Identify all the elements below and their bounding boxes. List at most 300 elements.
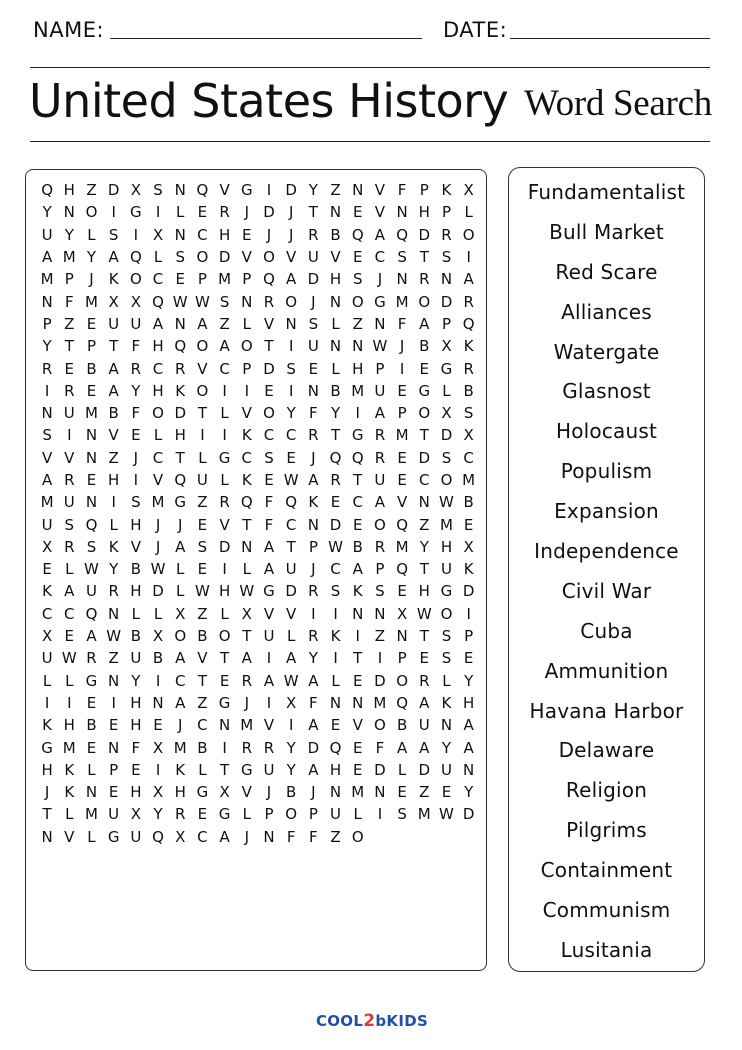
grid-letter: P bbox=[242, 270, 252, 289]
date-label: DATE: bbox=[443, 18, 508, 42]
grid-letter: H bbox=[63, 181, 75, 200]
grid-letter: G bbox=[440, 359, 453, 378]
grid-letter: X bbox=[130, 805, 141, 824]
grid-letter: W bbox=[106, 627, 122, 646]
page-subtitle: Word Search bbox=[524, 83, 712, 124]
grid-letter: A bbox=[175, 693, 186, 712]
grid-letter: N bbox=[352, 181, 364, 200]
grid-letter: U bbox=[263, 760, 275, 779]
grid-letter: R bbox=[374, 448, 386, 467]
grid-letter: G bbox=[174, 493, 187, 512]
grid-letter: N bbox=[329, 337, 342, 356]
grid-letter: Y bbox=[308, 649, 318, 668]
grid-letter: X bbox=[463, 426, 474, 445]
grid-letter: K bbox=[441, 181, 452, 200]
grid-letter: J bbox=[244, 827, 249, 846]
grid-letter: Y bbox=[153, 805, 163, 824]
grid-letter: Q bbox=[351, 225, 364, 244]
grid-letter: P bbox=[397, 404, 407, 423]
grid-letter: E bbox=[197, 805, 208, 824]
grid-letter: C bbox=[197, 827, 208, 846]
grid-letter: I bbox=[111, 203, 116, 222]
grid-letter: K bbox=[108, 270, 119, 289]
grid-letter: E bbox=[175, 270, 185, 289]
grid-letter: N bbox=[396, 270, 408, 289]
grid-letter: U bbox=[307, 248, 319, 267]
grid-letter: A bbox=[374, 493, 386, 512]
grid-letter: A bbox=[152, 314, 164, 333]
logo-text-cool: COOL bbox=[315, 1012, 364, 1030]
grid-letter: D bbox=[263, 203, 275, 222]
grid-letter: S bbox=[286, 359, 296, 378]
grid-letter: W bbox=[283, 471, 299, 489]
grid-letter: W bbox=[328, 537, 343, 556]
grid-letter: F bbox=[286, 827, 296, 846]
grid-letter: A bbox=[175, 649, 186, 668]
grid-letter: A bbox=[308, 760, 319, 779]
grid-letter: Q bbox=[240, 493, 253, 512]
grid-letter: K bbox=[241, 471, 252, 489]
grid-letter: D bbox=[307, 270, 320, 289]
word-list-item: Watergate bbox=[553, 339, 660, 364]
grid-letter: I bbox=[200, 426, 205, 445]
grid-letter: T bbox=[308, 203, 318, 222]
grid-letter: J bbox=[311, 292, 316, 311]
grid-letter: X bbox=[152, 783, 164, 802]
grid-letter: F bbox=[64, 292, 74, 311]
grid-letter: H bbox=[130, 783, 142, 802]
grid-letter: K bbox=[64, 783, 75, 802]
grid-letter: X bbox=[441, 337, 452, 356]
grid-letter: I bbox=[111, 693, 116, 712]
grid-letter: C bbox=[463, 448, 474, 467]
grid-letter: S bbox=[108, 225, 119, 244]
grid-letter: V bbox=[64, 448, 75, 467]
grid-letter: X bbox=[219, 783, 230, 802]
grid-letter: R bbox=[263, 738, 275, 757]
grid-letter: G bbox=[240, 760, 253, 779]
grid-letter: M bbox=[151, 493, 165, 512]
grid-letter: L bbox=[242, 314, 251, 333]
grid-letter: J bbox=[377, 270, 383, 289]
grid-letter: G bbox=[218, 693, 231, 712]
grid-letter: Q bbox=[396, 560, 408, 579]
grid-letter: T bbox=[330, 426, 341, 445]
grid-letter: R bbox=[374, 537, 386, 556]
word-list-item: Civil War bbox=[561, 578, 652, 603]
grid-letter: S bbox=[264, 448, 274, 467]
grid-letter: B bbox=[197, 627, 208, 646]
grid-letter: R bbox=[64, 537, 75, 556]
grid-letter: S bbox=[42, 426, 52, 445]
grid-letter: E bbox=[153, 716, 163, 735]
grid-letter: P bbox=[308, 805, 318, 824]
grid-letter: H bbox=[174, 426, 186, 445]
word-list-item: Independence bbox=[534, 538, 679, 563]
grid-letter: R bbox=[308, 426, 319, 445]
grid-letter: L bbox=[153, 604, 163, 623]
grid-letter: J bbox=[178, 515, 183, 534]
word-list-item: Delaware bbox=[558, 738, 655, 763]
date-field[interactable] bbox=[510, 38, 710, 39]
grid-letter: D bbox=[329, 515, 342, 534]
grid-letter: D bbox=[418, 760, 431, 779]
grid-letter: P bbox=[242, 359, 252, 378]
grid-letter: F bbox=[397, 181, 407, 200]
grid-letter: Y bbox=[441, 738, 452, 757]
grid-letter: U bbox=[130, 827, 142, 846]
grid-letter: E bbox=[197, 560, 208, 579]
grid-letter: I bbox=[44, 381, 50, 400]
grid-letter: E bbox=[352, 760, 363, 779]
grid-letter: E bbox=[86, 738, 97, 757]
grid-letter: L bbox=[153, 426, 163, 445]
grid-letter: N bbox=[108, 604, 120, 623]
grid-letter: L bbox=[87, 827, 96, 846]
grid-letter: Q bbox=[129, 248, 142, 267]
grid-letter: M bbox=[395, 537, 409, 556]
grid-letter: T bbox=[109, 337, 119, 356]
grid-letter: V bbox=[330, 248, 341, 267]
grid-letter: L bbox=[442, 671, 451, 690]
grid-letter: J bbox=[244, 693, 249, 712]
grid-letter: L bbox=[198, 760, 207, 779]
grid-letter: Z bbox=[86, 181, 97, 200]
grid-letter: Y bbox=[330, 404, 341, 423]
grid-letter: R bbox=[175, 359, 186, 378]
grid-letter: B bbox=[108, 404, 119, 423]
grid-letter: L bbox=[65, 560, 74, 579]
word-list-box bbox=[508, 167, 705, 972]
grid-letter: Q bbox=[85, 604, 98, 623]
grid-letter: M bbox=[62, 248, 76, 267]
word-list-item: Populism bbox=[560, 459, 653, 484]
grid-letter: T bbox=[419, 426, 429, 445]
grid-letter: N bbox=[285, 314, 297, 333]
grid-letter: T bbox=[42, 805, 52, 824]
grid-letter: T bbox=[220, 649, 230, 668]
grid-letter: O bbox=[129, 270, 142, 289]
grid-letter: Q bbox=[196, 181, 209, 200]
grid-letter: R bbox=[130, 359, 142, 378]
grid-letter: E bbox=[219, 671, 230, 690]
logo-text-bkids: bKIDS bbox=[375, 1012, 429, 1030]
name-label: NAME: bbox=[33, 18, 105, 42]
grid-letter: A bbox=[263, 560, 275, 579]
grid-letter: A bbox=[41, 248, 53, 267]
grid-letter: I bbox=[133, 225, 139, 244]
grid-letter: X bbox=[441, 404, 452, 423]
grid-letter: E bbox=[131, 426, 141, 445]
grid-letter: V bbox=[241, 248, 252, 267]
grid-letter: D bbox=[107, 181, 120, 200]
grid-letter: P bbox=[42, 314, 52, 333]
grid-letter: L bbox=[353, 805, 362, 824]
grid-letter: H bbox=[130, 582, 142, 601]
grid-letter: E bbox=[397, 582, 407, 601]
grid-letter: I bbox=[288, 337, 294, 356]
grid-letter: C bbox=[352, 493, 363, 512]
grid-letter: D bbox=[307, 738, 320, 757]
grid-letter: F bbox=[309, 827, 318, 846]
grid-letter: K bbox=[308, 493, 319, 512]
grid-letter: K bbox=[42, 582, 53, 601]
grid-letter: T bbox=[353, 649, 363, 668]
grid-letter: U bbox=[41, 515, 53, 534]
grid-letter: S bbox=[64, 515, 75, 534]
grid-letter: E bbox=[197, 203, 208, 222]
grid-letter: T bbox=[197, 404, 207, 423]
grid-letter: L bbox=[331, 671, 340, 690]
grid-letter: C bbox=[219, 359, 230, 378]
grid-letter: N bbox=[396, 627, 408, 646]
grid-letter: U bbox=[330, 805, 342, 824]
grid-letter: X bbox=[152, 225, 164, 244]
grid-letter: M bbox=[395, 426, 409, 445]
grid-letter: S bbox=[441, 248, 452, 267]
grid-letter: L bbox=[87, 225, 96, 244]
grid-letter: Q bbox=[396, 225, 408, 244]
grid-letter: J bbox=[155, 537, 161, 556]
grid-letter: Y bbox=[42, 203, 52, 222]
grid-letter: D bbox=[218, 248, 231, 267]
grid-letter: I bbox=[333, 604, 338, 623]
grid-letter: E bbox=[330, 493, 341, 512]
grid-letter: M bbox=[40, 493, 54, 512]
grid-letter: Q bbox=[329, 448, 342, 467]
grid-letter: Q bbox=[152, 292, 164, 311]
grid-letter: T bbox=[64, 337, 74, 356]
grid-letter: Z bbox=[219, 314, 230, 333]
grid-letter: E bbox=[108, 716, 119, 735]
grid-letter: A bbox=[219, 337, 230, 356]
grid-letter: J bbox=[311, 783, 316, 802]
grid-letter: M bbox=[351, 381, 365, 400]
grid-letter: N bbox=[241, 537, 253, 556]
grid-letter: N bbox=[108, 738, 120, 757]
grid-letter: X bbox=[130, 181, 141, 200]
grid-letter: L bbox=[331, 359, 340, 378]
grid-letter: U bbox=[440, 560, 452, 579]
word-list-item: Bull Market bbox=[549, 219, 664, 244]
grid-letter: Y bbox=[419, 537, 429, 556]
grid-letter: S bbox=[86, 537, 97, 556]
grid-letter: J bbox=[89, 270, 94, 289]
grid-letter: X bbox=[152, 627, 164, 646]
grid-letter: A bbox=[108, 248, 119, 267]
grid-letter: O bbox=[440, 604, 453, 623]
grid-letter: I bbox=[67, 693, 72, 712]
grid-letter: M bbox=[395, 292, 409, 311]
grid-letter: J bbox=[155, 515, 161, 534]
grid-letter: B bbox=[130, 560, 141, 579]
grid-letter: E bbox=[352, 515, 363, 534]
grid-letter: M bbox=[373, 693, 387, 712]
top-divider bbox=[30, 67, 710, 68]
grid-letter: Y bbox=[308, 181, 318, 200]
grid-letter: I bbox=[288, 381, 294, 400]
grid-letter: I bbox=[67, 426, 72, 445]
grid-letter: I bbox=[377, 649, 383, 668]
grid-letter: J bbox=[311, 448, 316, 467]
grid-letter: A bbox=[286, 270, 297, 289]
grid-letter: C bbox=[174, 671, 186, 690]
grid-letter: U bbox=[418, 716, 430, 735]
grid-letter: S bbox=[375, 582, 385, 601]
grid-letter: S bbox=[153, 181, 163, 200]
grid-letter: T bbox=[220, 760, 230, 779]
grid-letter: L bbox=[397, 760, 407, 779]
grid-letter: S bbox=[441, 627, 452, 646]
grid-letter: L bbox=[331, 314, 340, 333]
grid-letter: N bbox=[329, 292, 342, 311]
grid-letter: G bbox=[41, 738, 53, 757]
grid-letter: L bbox=[198, 448, 207, 467]
word-list-item: Havana Harbor bbox=[529, 698, 684, 723]
grid-letter: V bbox=[241, 783, 252, 802]
grid-letter: O bbox=[285, 805, 298, 824]
grid-letter: H bbox=[218, 225, 231, 244]
word-list-item: Containment bbox=[540, 858, 673, 883]
grid-letter: K bbox=[42, 716, 53, 735]
grid-letter: I bbox=[266, 181, 272, 200]
grid-letter: V bbox=[197, 359, 208, 378]
grid-letter: A bbox=[263, 537, 275, 556]
grid-letter: H bbox=[63, 716, 75, 735]
grid-letter: N bbox=[174, 181, 186, 200]
grid-letter: Q bbox=[351, 448, 364, 467]
grid-letter: M bbox=[84, 404, 98, 423]
grid-letter: K bbox=[108, 537, 119, 556]
grid-letter: X bbox=[241, 604, 252, 623]
grid-letter: Y bbox=[131, 381, 141, 400]
grid-letter: Q bbox=[174, 471, 187, 489]
grid-letter: S bbox=[131, 493, 141, 512]
grid-letter: G bbox=[351, 426, 364, 445]
name-field[interactable] bbox=[110, 38, 422, 39]
grid-letter: D bbox=[462, 582, 475, 601]
grid-letter: U bbox=[285, 560, 297, 579]
grid-letter: I bbox=[222, 381, 227, 400]
grid-letter: C bbox=[152, 359, 164, 378]
grid-letter: D bbox=[285, 181, 297, 200]
word-list-item: Red Scare bbox=[555, 259, 658, 284]
grid-letter: D bbox=[152, 582, 164, 601]
grid-letter: F bbox=[131, 337, 141, 356]
grid-letter: E bbox=[463, 649, 474, 668]
grid-letter: A bbox=[419, 693, 430, 712]
grid-letter: M bbox=[417, 805, 431, 824]
grid-letter: U bbox=[85, 582, 97, 601]
grid-letter: W bbox=[150, 560, 166, 579]
grid-letter: S bbox=[441, 649, 452, 668]
grid-letter: E bbox=[397, 471, 407, 489]
grid-letter: B bbox=[463, 493, 474, 512]
grid-letter: A bbox=[41, 471, 53, 489]
grid-letter: S bbox=[463, 404, 474, 423]
grid-letter: K bbox=[64, 760, 75, 779]
grid-letter: N bbox=[440, 270, 453, 289]
grid-letter: I bbox=[333, 649, 338, 668]
grid-letter: W bbox=[194, 292, 210, 311]
grid-letter: G bbox=[418, 381, 431, 400]
grid-letter: W bbox=[194, 582, 210, 601]
grid-letter: A bbox=[419, 314, 430, 333]
grid-letter: C bbox=[374, 248, 386, 267]
grid-letter: G bbox=[240, 181, 253, 200]
grid-letter: E bbox=[264, 381, 274, 400]
grid-letter: X bbox=[41, 627, 53, 646]
grid-letter: Z bbox=[330, 827, 341, 846]
grid-letter: U bbox=[196, 471, 208, 489]
grid-letter: E bbox=[419, 649, 430, 668]
grid-letter: A bbox=[419, 738, 430, 757]
grid-letter: Z bbox=[197, 693, 208, 712]
grid-letter: R bbox=[263, 292, 275, 311]
grid-letter: A bbox=[286, 649, 297, 668]
page-title: United States History bbox=[29, 74, 509, 128]
grid-letter: L bbox=[286, 627, 296, 646]
grid-letter: P bbox=[441, 203, 451, 222]
grid-letter: G bbox=[107, 827, 120, 846]
grid-letter: W bbox=[439, 805, 454, 824]
grid-letter: O bbox=[240, 337, 253, 356]
grid-letter: I bbox=[311, 604, 316, 623]
grid-letter: C bbox=[197, 225, 208, 244]
grid-letter: E bbox=[352, 248, 363, 267]
grid-letter: E bbox=[264, 471, 274, 489]
grid-letter: D bbox=[218, 537, 231, 556]
grid-letter: T bbox=[197, 671, 207, 690]
grid-letter: A bbox=[374, 225, 386, 244]
grid-letter: O bbox=[440, 471, 453, 489]
grid-letter: Y bbox=[464, 783, 474, 802]
grid-letter: M bbox=[84, 805, 98, 824]
grid-letter: O bbox=[196, 248, 209, 267]
grid-letter: R bbox=[241, 738, 252, 757]
grid-letter: U bbox=[263, 627, 275, 646]
grid-letter: V bbox=[352, 716, 363, 735]
grid-letter: M bbox=[40, 270, 54, 289]
grid-letter: J bbox=[244, 203, 249, 222]
grid-letter: A bbox=[241, 649, 252, 668]
cool2bkids-logo[interactable] bbox=[315, 1010, 429, 1032]
grid-letter: N bbox=[374, 783, 386, 802]
grid-letter: Q bbox=[85, 515, 98, 534]
grid-letter: Q bbox=[174, 337, 187, 356]
grid-letter: N bbox=[352, 604, 364, 623]
grid-letter: S bbox=[197, 537, 208, 556]
grid-letter: C bbox=[152, 270, 164, 289]
grid-letter: N bbox=[263, 827, 275, 846]
grid-letter: L bbox=[242, 805, 251, 824]
grid-letter: N bbox=[307, 381, 319, 400]
grid-letter: E bbox=[352, 671, 363, 690]
grid-letter: S bbox=[352, 270, 363, 289]
word-list-item: Glasnost bbox=[562, 379, 651, 404]
word-list-item: Holocaust bbox=[555, 419, 658, 444]
grid-letter: C bbox=[197, 716, 208, 735]
grid-letter: N bbox=[463, 760, 475, 779]
grid-letter: O bbox=[218, 627, 231, 646]
grid-letter: M bbox=[62, 738, 76, 757]
grid-letter: R bbox=[463, 359, 474, 378]
grid-letter: O bbox=[152, 404, 164, 423]
grid-letter: G bbox=[440, 582, 453, 601]
grid-letter: F bbox=[264, 515, 274, 534]
grid-letter: Z bbox=[352, 314, 363, 333]
grid-letter: V bbox=[197, 649, 208, 668]
